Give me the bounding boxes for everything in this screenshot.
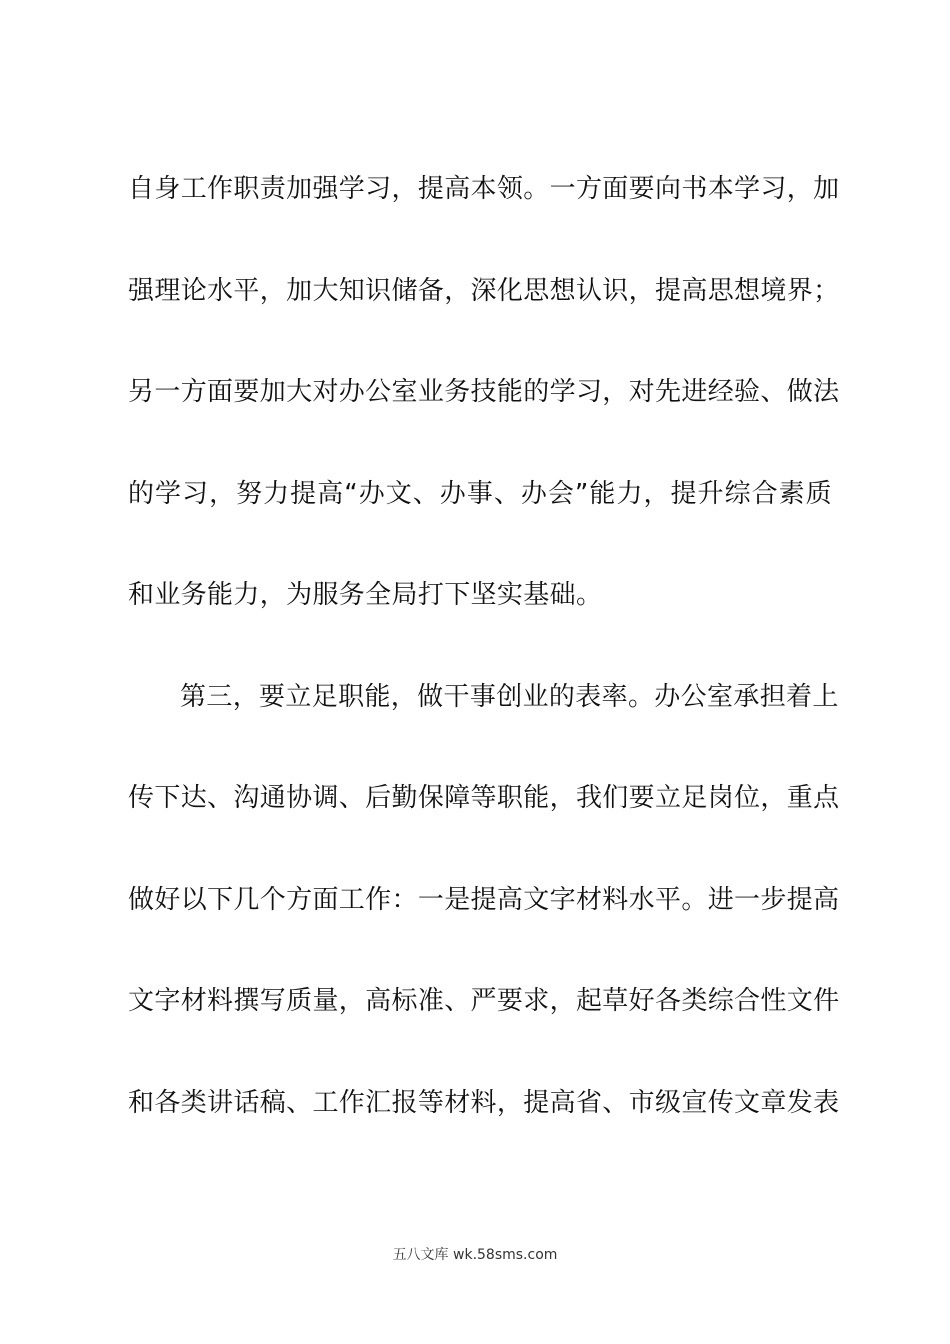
- text-line-9: 文字材料撰写质量，高标准、严要求，起草好各类综合性文件: [128, 986, 840, 1016]
- footer-watermark: 五八文库 wk.58sms.com: [392, 1247, 558, 1263]
- text-line-8: 做好以下几个方面工作：一是提高文字材料水平。进一步提高: [128, 884, 840, 915]
- text-line-2: 强理论水平，加大知识储备，深化思想认识，提高思想境界；: [128, 275, 840, 306]
- text-line-1: 自身工作职责加强学习，提高本领。一方面要向书本学习，加: [128, 174, 840, 204]
- text-line-4: 的学习，努力提高“办文、办事、办会”能力，提升综合素质: [128, 478, 832, 509]
- text-line-7: 传下达、沟通协调、后勤保障等职能，我们要立足岗位，重点: [128, 783, 840, 813]
- text-line-6: 第三，要立足职能，做干事创业的表率。办公室承担着上: [180, 681, 839, 712]
- body-text: [128, 165, 840, 1180]
- text-line-5: 和业务能力，为服务全局打下坚实基础。: [128, 580, 603, 610]
- text-line-3: 另一方面要加大对办公室业务技能的学习，对先进经验、做法: [128, 377, 840, 407]
- text-line-10: 和各类讲话稿、工作汇报等材料，提高省、市级宣传文章发表: [128, 1087, 840, 1118]
